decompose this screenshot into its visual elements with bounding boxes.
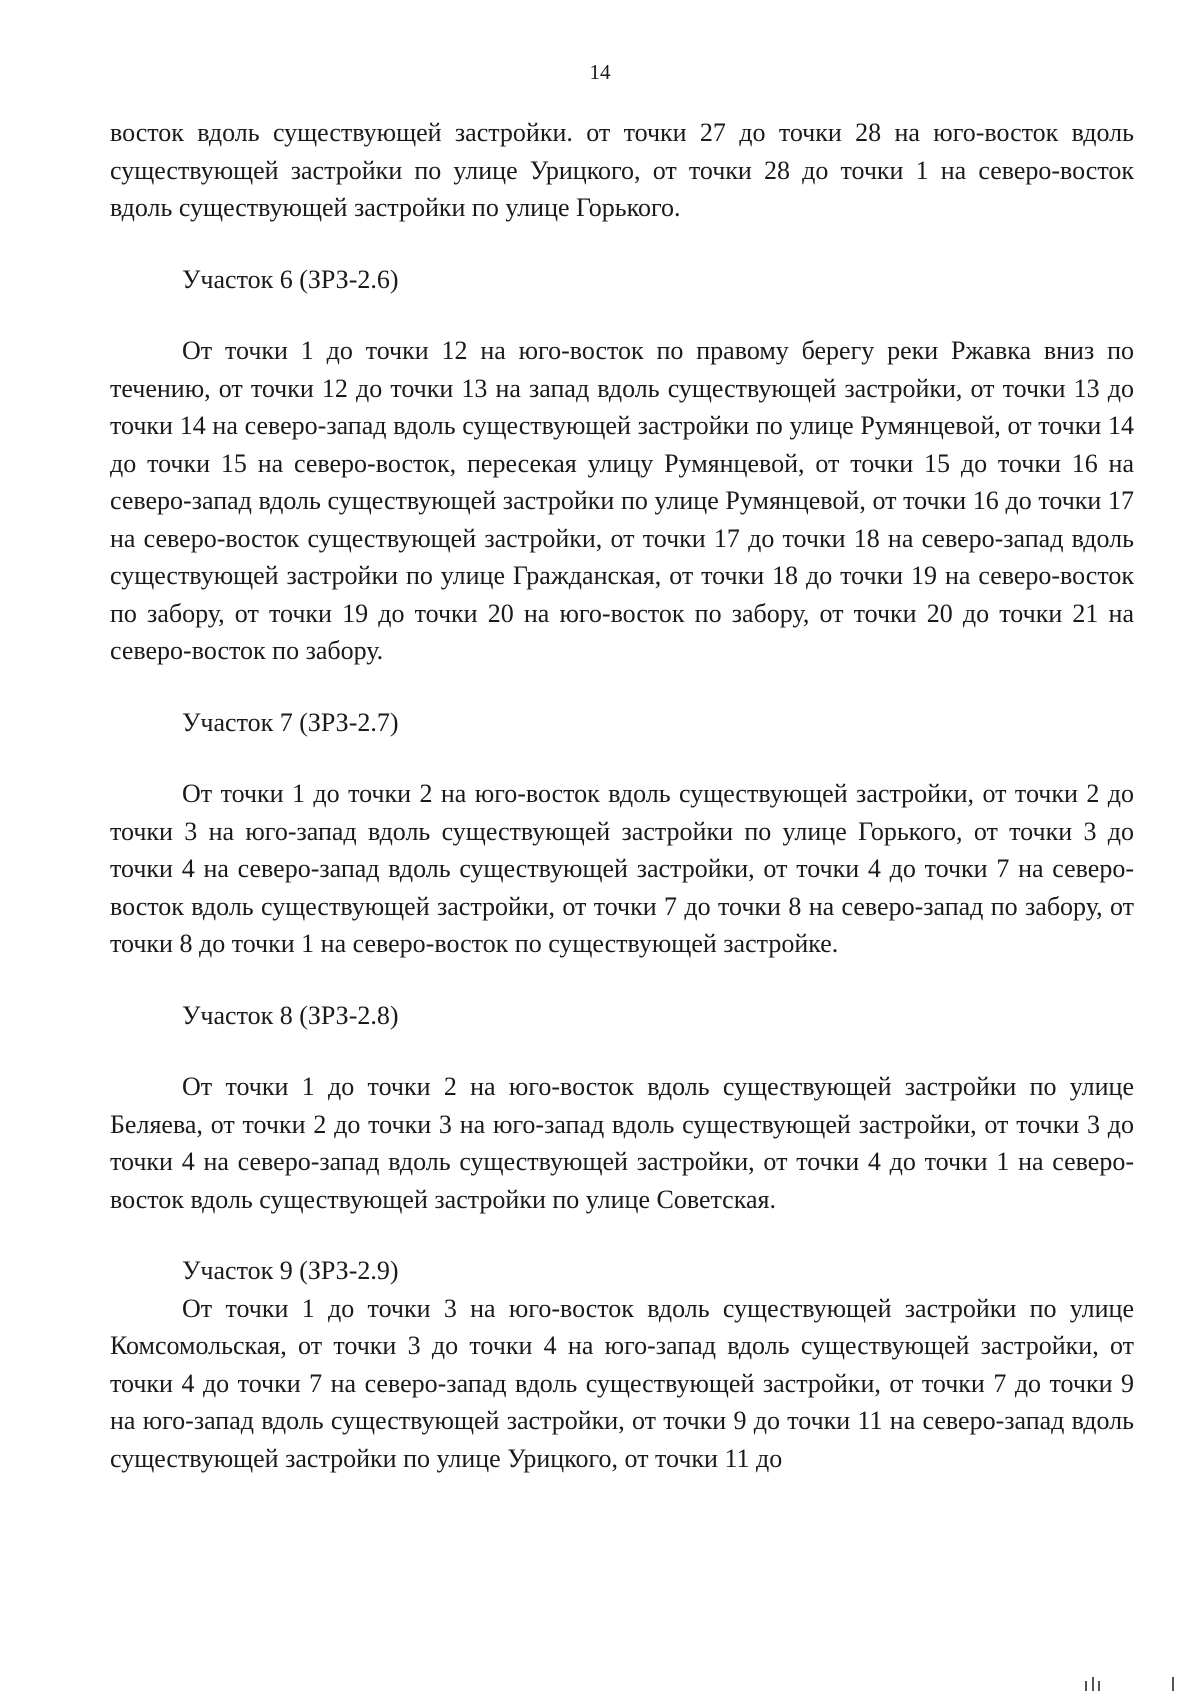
section-heading-9: Участок 9 (ЗРЗ-2.9) — [182, 1256, 399, 1285]
scan-artifact-mark — [1172, 1677, 1174, 1691]
page-number: 14 — [589, 60, 611, 84]
document-body — [110, 114, 1134, 1477]
scan-artifact-mark — [1085, 1681, 1087, 1691]
paragraph-section-8: От точки 1 до точки 2 на юго-восток вдоль существующей застройки по улице Беляева, от точки 2 до точки 3 на юго-запад вдоль существующей застройки, от точки 3 до точки 4 на северо-запад вдоль существующей застройки, от точки 4 до точки 1 на северо-восток вдоль существующей застройки по улице Советская. — [110, 1072, 1134, 1214]
paragraph-section-9: От точки 1 до точки 3 на юго-восток вдоль существующей застройки по улице Комсомольская, от точки 3 до точки 4 на юго-запад вдоль существующей застройки, от точки 4 до точки 7 на северо-запад вдоль существующей застройки, от точки 7 до точки 9 на юго-запад вдоль существующей застройки, от точки 9 до точки 11 на северо-запад вдоль существующей застройки по улице Урицкого, от точки 11 до — [110, 1293, 1134, 1473]
paragraph-continuation: восток вдоль существующей застройки. от точки 27 до точки 28 на юго-восток вдоль существующей застройки по улице Урицкого, от точки 28 до точки 1 на северо-восток вдоль существующей застройки по улице Горького. — [110, 118, 1134, 222]
scan-artifact-mark — [1092, 1677, 1094, 1691]
section-heading-7: Участок 7 (ЗРЗ-2.7) — [182, 707, 399, 737]
paragraph-section-7: От точки 1 до точки 2 на юго-восток вдоль существующей застройки, от точки 2 до точки 3 на юго-запад вдоль существующей застройки по улице Горького, от точки 3 до точки 4 на северо-запад вдоль существующей застройки, от точки 4 до точки 7 на северо-восток вдоль существующей застройки, от точки 7 до точки 8 на северо-запад по забору, от точки 8 до точки 1 на северо-восток по существующей застройке. — [110, 779, 1134, 958]
section-heading-8: Участок 8 (ЗРЗ-2.8) — [182, 1000, 399, 1030]
scan-artifact-mark — [1098, 1681, 1100, 1691]
section-heading-6: Участок 6 (ЗРЗ-2.6) — [182, 264, 399, 294]
paragraph-section-6: От точки 1 до точки 12 на юго-восток по правому берегу реки Ржавка вниз по течению, от точки 12 до точки 13 на запад вдоль существующей застройки, от точки 13 до точки 14 на северо-запад вдоль существующей застройки по улице Румянцевой, от точки 14 до точки 15 на северо-восток, пересекая улицу Румянцевой, от точки 15 до точки 16 на северо-запад вдоль существующей застройки по улице Румянцевой, от точки 16 до точки 17 на северо-восток существующей застройки, от точки 17 до точки 18 на северо-запад вдоль существующей застройки по улице Гражданская, от точки 18 до точки 19 на северо-восток по забору, от точки 19 до точки 20 на юго-восток по забору, от точки 20 до точки 21 на северо-восток по забору. — [110, 336, 1134, 665]
